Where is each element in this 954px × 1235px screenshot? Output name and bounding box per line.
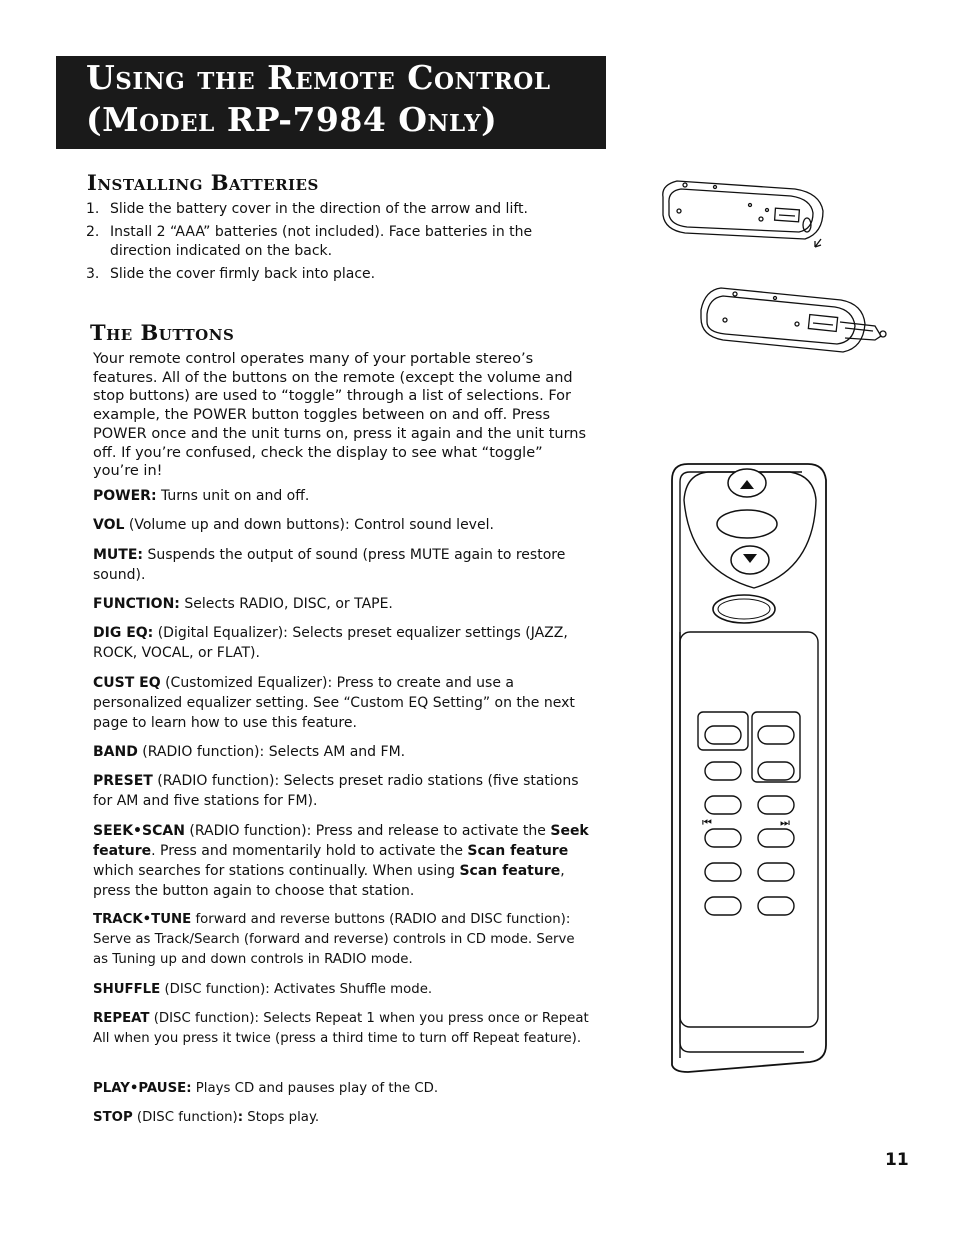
custeq-definition <box>93 673 593 733</box>
definition-text: Plays CD and pauses play of the CD. <box>191 1081 439 1096</box>
battery-step <box>86 200 586 219</box>
track-tune-definition <box>93 910 593 970</box>
step-text: Slide the battery cover in the direction of the arrow and lift. <box>110 201 528 217</box>
definition-text: (RADIO function): Press and release to activate the <box>184 823 551 839</box>
digeq-definition <box>93 623 593 663</box>
page-title-line-2: (Model RP-7984 Only) <box>86 100 498 139</box>
term: SEEK•SCAN <box>93 823 185 839</box>
term: FUNCTION: <box>93 596 180 612</box>
function-definition <box>93 594 593 614</box>
step-number: 3. <box>86 266 100 282</box>
definition-text: which searches for stations continually. When using <box>93 863 460 879</box>
buttons-intro: Your remote control operates many of your portable stereo’s features. All of the buttons on the remote (except the volume and stop buttons) are used to “toggle” through a list of selections. For example, the POWER button toggles between on and off. Press POWER once and the unit turns on, press it again and the unit turns off. If you’re confused, check the display to see what “toggle” you’re in! <box>93 351 587 480</box>
remote-control-illustration <box>668 460 833 1075</box>
term: PLAY•PAUSE: <box>93 1081 192 1096</box>
repeat-definition <box>93 1009 593 1049</box>
definition-text: (Customized Equalizer): Press to create and use a personalized equalizer setting. See “Custom EQ Setting” on the next page to learn how to use this feature. <box>93 675 575 731</box>
definition-text: , press the button again to choose that station. <box>93 863 565 899</box>
term: CUST EQ <box>93 675 161 691</box>
function-button <box>705 726 741 744</box>
emphasis: : <box>237 1110 244 1125</box>
track-forward-icon: ⏭ <box>780 816 790 829</box>
dig-eq-button <box>758 726 794 744</box>
repeat-button <box>758 863 794 881</box>
definition-text: Selects RADIO, DISC, or TAPE. <box>179 596 393 612</box>
definition-text: Turns unit on and off. <box>156 488 310 504</box>
step-number: 1. <box>86 201 100 217</box>
play-pause-definition <box>93 1079 593 1099</box>
term: PRESET <box>93 773 153 789</box>
buttons-heading: The Buttons <box>90 320 235 345</box>
band-button <box>758 762 794 780</box>
definition-text: Suspends the output of sound (press MUTE again to restore sound). <box>93 547 566 583</box>
step-text: Install 2 “AAA” batteries (not included). Face batteries in the direction indicated on the back. <box>110 224 533 259</box>
definition-text: forward and reverse buttons (RADIO and DISC function): Serve as Track/Search (forward and reverse) controls in CD mode. Serve as Tuning up and down controls in RADIO mode. <box>93 912 575 967</box>
power-definition <box>93 486 593 506</box>
band-definition <box>93 742 593 762</box>
definition-text: (RADIO function): Selects preset radio stations (five stations for AM and five stations for FM). <box>93 773 579 809</box>
stop-definition <box>93 1108 593 1128</box>
track-tune-reverse-button <box>705 829 741 847</box>
term: DIG EQ: <box>93 625 154 641</box>
definition-text: . Press and momentarily hold to activate the <box>151 843 468 859</box>
term: BAND <box>93 744 138 760</box>
battery-step <box>86 265 586 284</box>
preset-definition <box>93 771 593 811</box>
term: SHUFFLE <box>93 982 161 997</box>
stop-button <box>758 897 794 915</box>
definition-text: (Volume up and down buttons): Control sound level. <box>124 517 494 533</box>
power-button <box>713 595 775 623</box>
definition-text: (DISC function): Activates Shuffle mode. <box>160 982 433 997</box>
term: MUTE: <box>93 547 144 563</box>
definition-text: Stops play. <box>243 1110 320 1125</box>
step-number: 2. <box>86 224 100 240</box>
track-reverse-icon: ⏮ <box>702 816 712 829</box>
preset-button <box>705 796 741 814</box>
volume-down-button <box>731 546 769 574</box>
batteries-heading: Installing Batteries <box>87 170 319 195</box>
emphasis: Scan feature <box>467 843 569 859</box>
mute-button <box>717 510 777 538</box>
definition-text: (DISC function) <box>132 1110 238 1125</box>
vol-definition <box>93 515 593 535</box>
remote-battery-open-illustration <box>695 282 890 362</box>
term: TRACK•TUNE <box>93 912 192 927</box>
seek-scan-definition <box>93 821 593 901</box>
term: REPEAT <box>93 1011 150 1026</box>
term: VOL <box>93 517 125 533</box>
title-bar <box>56 56 606 149</box>
volume-up-button <box>728 469 766 497</box>
page-title-line-1: Using the Remote Control <box>86 58 551 97</box>
track-tune-forward-button <box>758 829 794 847</box>
page-number: 11 <box>885 1150 909 1170</box>
term: STOP <box>93 1110 133 1125</box>
mute-definition <box>93 545 593 585</box>
battery-steps <box>86 200 586 288</box>
step-text: Slide the cover firmly back into place. <box>110 266 376 282</box>
cust-eq-button <box>705 762 741 780</box>
battery-step <box>86 223 550 261</box>
play-pause-button <box>705 897 741 915</box>
emphasis: Scan feature <box>459 863 561 879</box>
emphasis: Seek feature <box>93 823 589 859</box>
term: POWER: <box>93 488 157 504</box>
definition-text: (RADIO function): Selects AM and FM. <box>137 744 406 760</box>
definition-text: (DISC function): Selects Repeat 1 when you press once or Repeat All when you press it twice (press a third time to turn off Repeat feature). <box>93 1011 589 1046</box>
shuffle-definition <box>93 980 593 1000</box>
definition-text: (Digital Equalizer): Selects preset equalizer settings (JAZZ, ROCK, VOCAL, or FLAT). <box>93 625 568 661</box>
seek-scan-button <box>758 796 794 814</box>
remote-back-illustration <box>655 175 830 255</box>
shuffle-button <box>705 863 741 881</box>
